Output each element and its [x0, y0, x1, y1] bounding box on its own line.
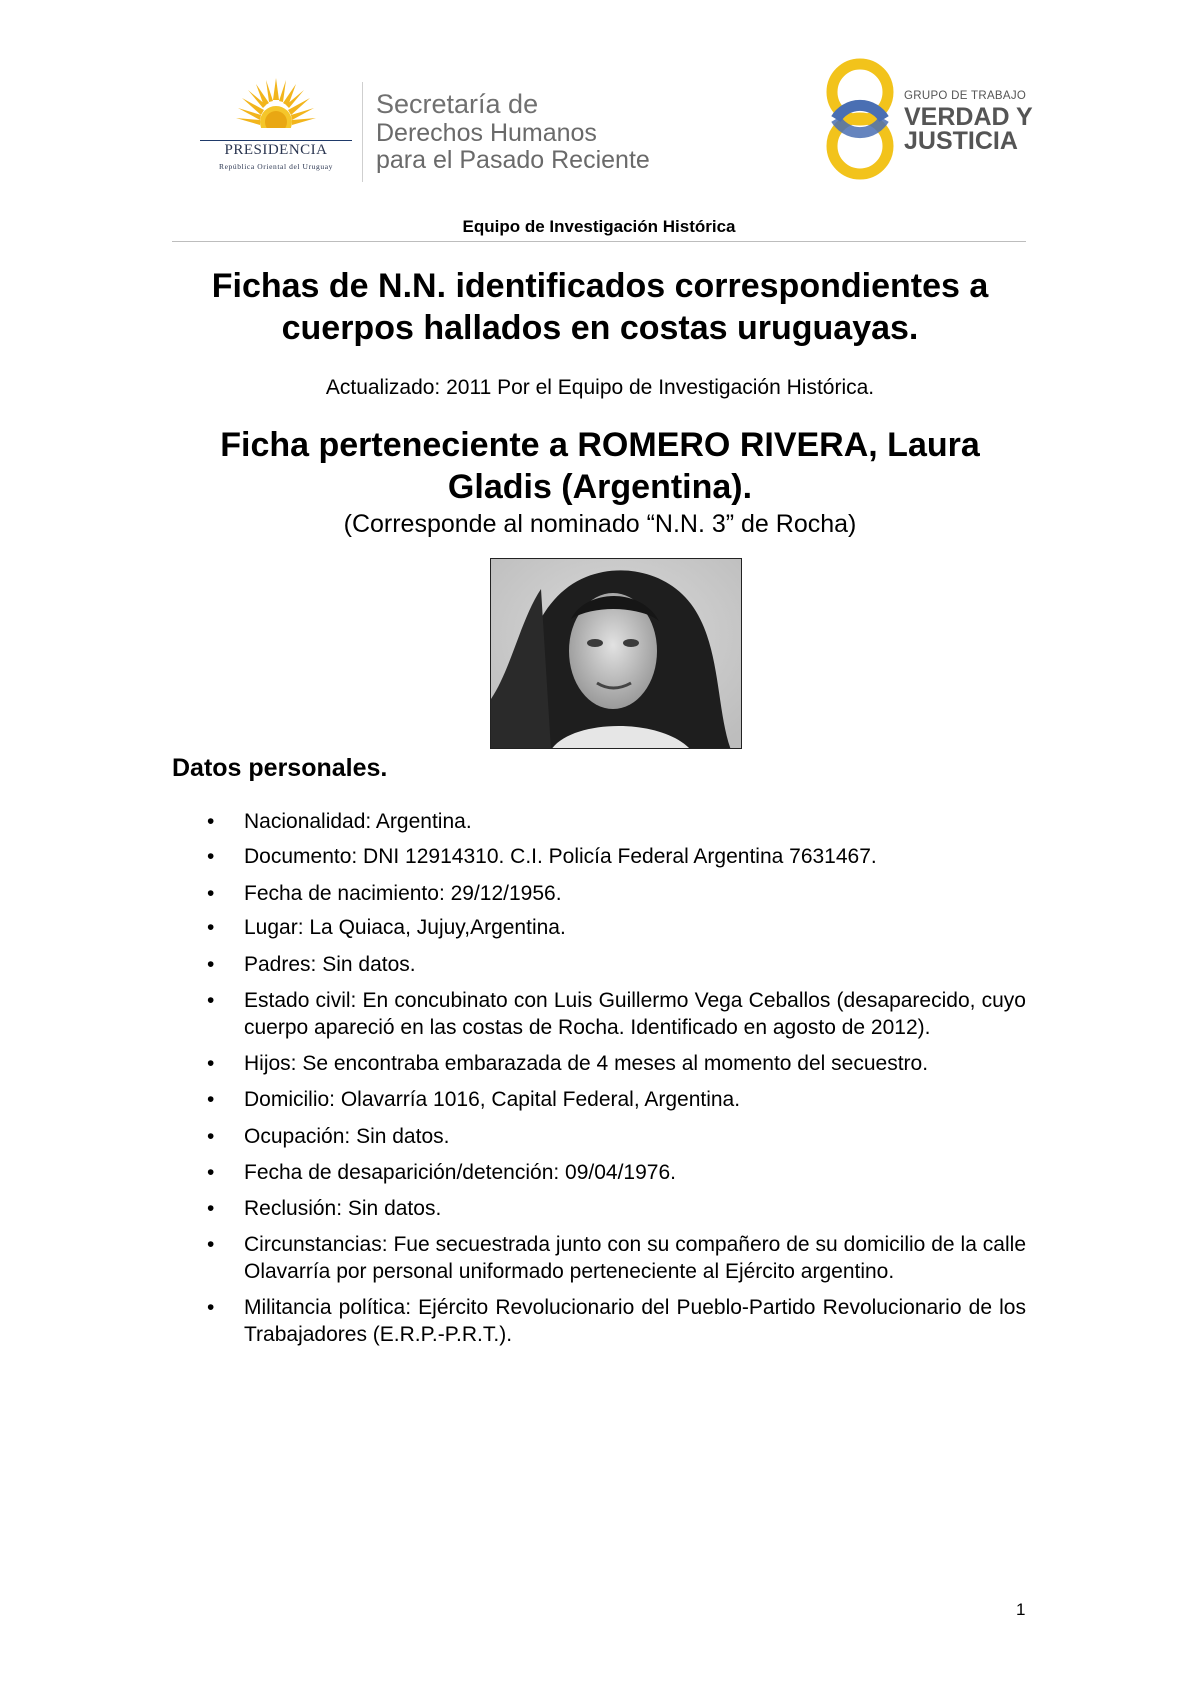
- sun-emblem-icon: [236, 76, 316, 136]
- ficha-title-line-1: Ficha perteneciente a ROMERO RIVERA, Laura: [220, 426, 980, 464]
- header-divider: [362, 82, 363, 182]
- document-title-line-2: cuerpos hallados en costas uruguayas.: [281, 309, 919, 347]
- grupo-line-2: JUSTICIA: [904, 127, 1018, 155]
- personal-data-list: [172, 808, 1026, 1348]
- grupo-line-1: VERDAD Y: [904, 103, 1033, 131]
- list-item: • Fecha de nacimiento: 29/12/1956.: [172, 880, 1026, 907]
- list-item: • Padres: Sin datos.: [172, 951, 1026, 978]
- list-item: • Circunstancias: Fue secuestrada junto con su compañero de su domicilio de la calle Olavarría por personal uniformado perteneciente al Ejército argentino.: [172, 1231, 1026, 1285]
- list-item: • Nacionalidad: Argentina.: [172, 808, 1026, 835]
- section-heading: Datos personales.: [172, 754, 388, 782]
- ficha-title-line-2: Gladis (Argentina).: [447, 468, 753, 506]
- secretaria-line-2: Derechos Humanos: [376, 119, 597, 147]
- presidencia-logo: [196, 76, 356, 178]
- ficha-subtitle: (Corresponde al nominado “N.N. 3” de Rocha): [343, 510, 857, 538]
- presidencia-rule: [200, 140, 352, 141]
- updated-note: Actualizado: 2011 Por el Equipo de Investigación Histórica.: [325, 376, 875, 399]
- page-number: 1: [1016, 1600, 1026, 1619]
- interlocked-rings-icon: [822, 56, 898, 182]
- secretaria-line-3: para el Pasado Reciente: [376, 146, 650, 174]
- list-item: • Reclusión: Sin datos.: [172, 1195, 1026, 1222]
- presidencia-name: PRESIDENCIA: [224, 142, 328, 158]
- secretaria-line-1: Secretaría de: [376, 89, 539, 119]
- list-item: • Domicilio: Olavarría 1016, Capital Federal, Argentina.: [172, 1086, 1026, 1113]
- list-item: • Fecha de desaparición/detención: 09/04/1976.: [172, 1159, 1026, 1186]
- grupo-small-label: GRUPO DE TRABAJO: [904, 90, 1027, 102]
- team-label: Equipo de Investigación Histórica: [462, 217, 736, 236]
- secretaria-logo-text: [376, 88, 706, 174]
- presidencia-subtitle: República Oriental del Uruguay: [218, 162, 333, 171]
- document-title-line-1: Fichas de N.N. identificados correspondientes a: [211, 267, 989, 305]
- list-item: • Documento: DNI 12914310. C.I. Policía Federal Argentina 7631467.: [172, 843, 1026, 870]
- list-item: • Lugar: La Quiaca, Jujuy,Argentina.: [172, 914, 1026, 941]
- document-title: [150, 265, 1050, 349]
- list-item: • Estado civil: En concubinato con Luis Guillermo Vega Ceballos (desaparecido, cuyo cuerpo apareció en las costas de Rocha. Identificado en agosto de 2012).: [172, 987, 1026, 1041]
- ficha-title: [150, 424, 1050, 508]
- grupo-trabajo-logo: [822, 56, 1033, 184]
- portrait-image: [491, 559, 742, 749]
- header-rule: [172, 241, 1026, 242]
- page-header: [0, 0, 1191, 210]
- portrait-photo: [490, 558, 742, 749]
- list-item: • Militancia política: Ejército Revolucionario del Pueblo-Partido Revolucionario de los Trabajadores (E.R.P.-P.R.T.).: [172, 1294, 1026, 1348]
- list-item: • Ocupación: Sin datos.: [172, 1123, 1026, 1150]
- list-item: • Hijos: Se encontraba embarazada de 4 meses al momento del secuestro.: [172, 1050, 1026, 1077]
